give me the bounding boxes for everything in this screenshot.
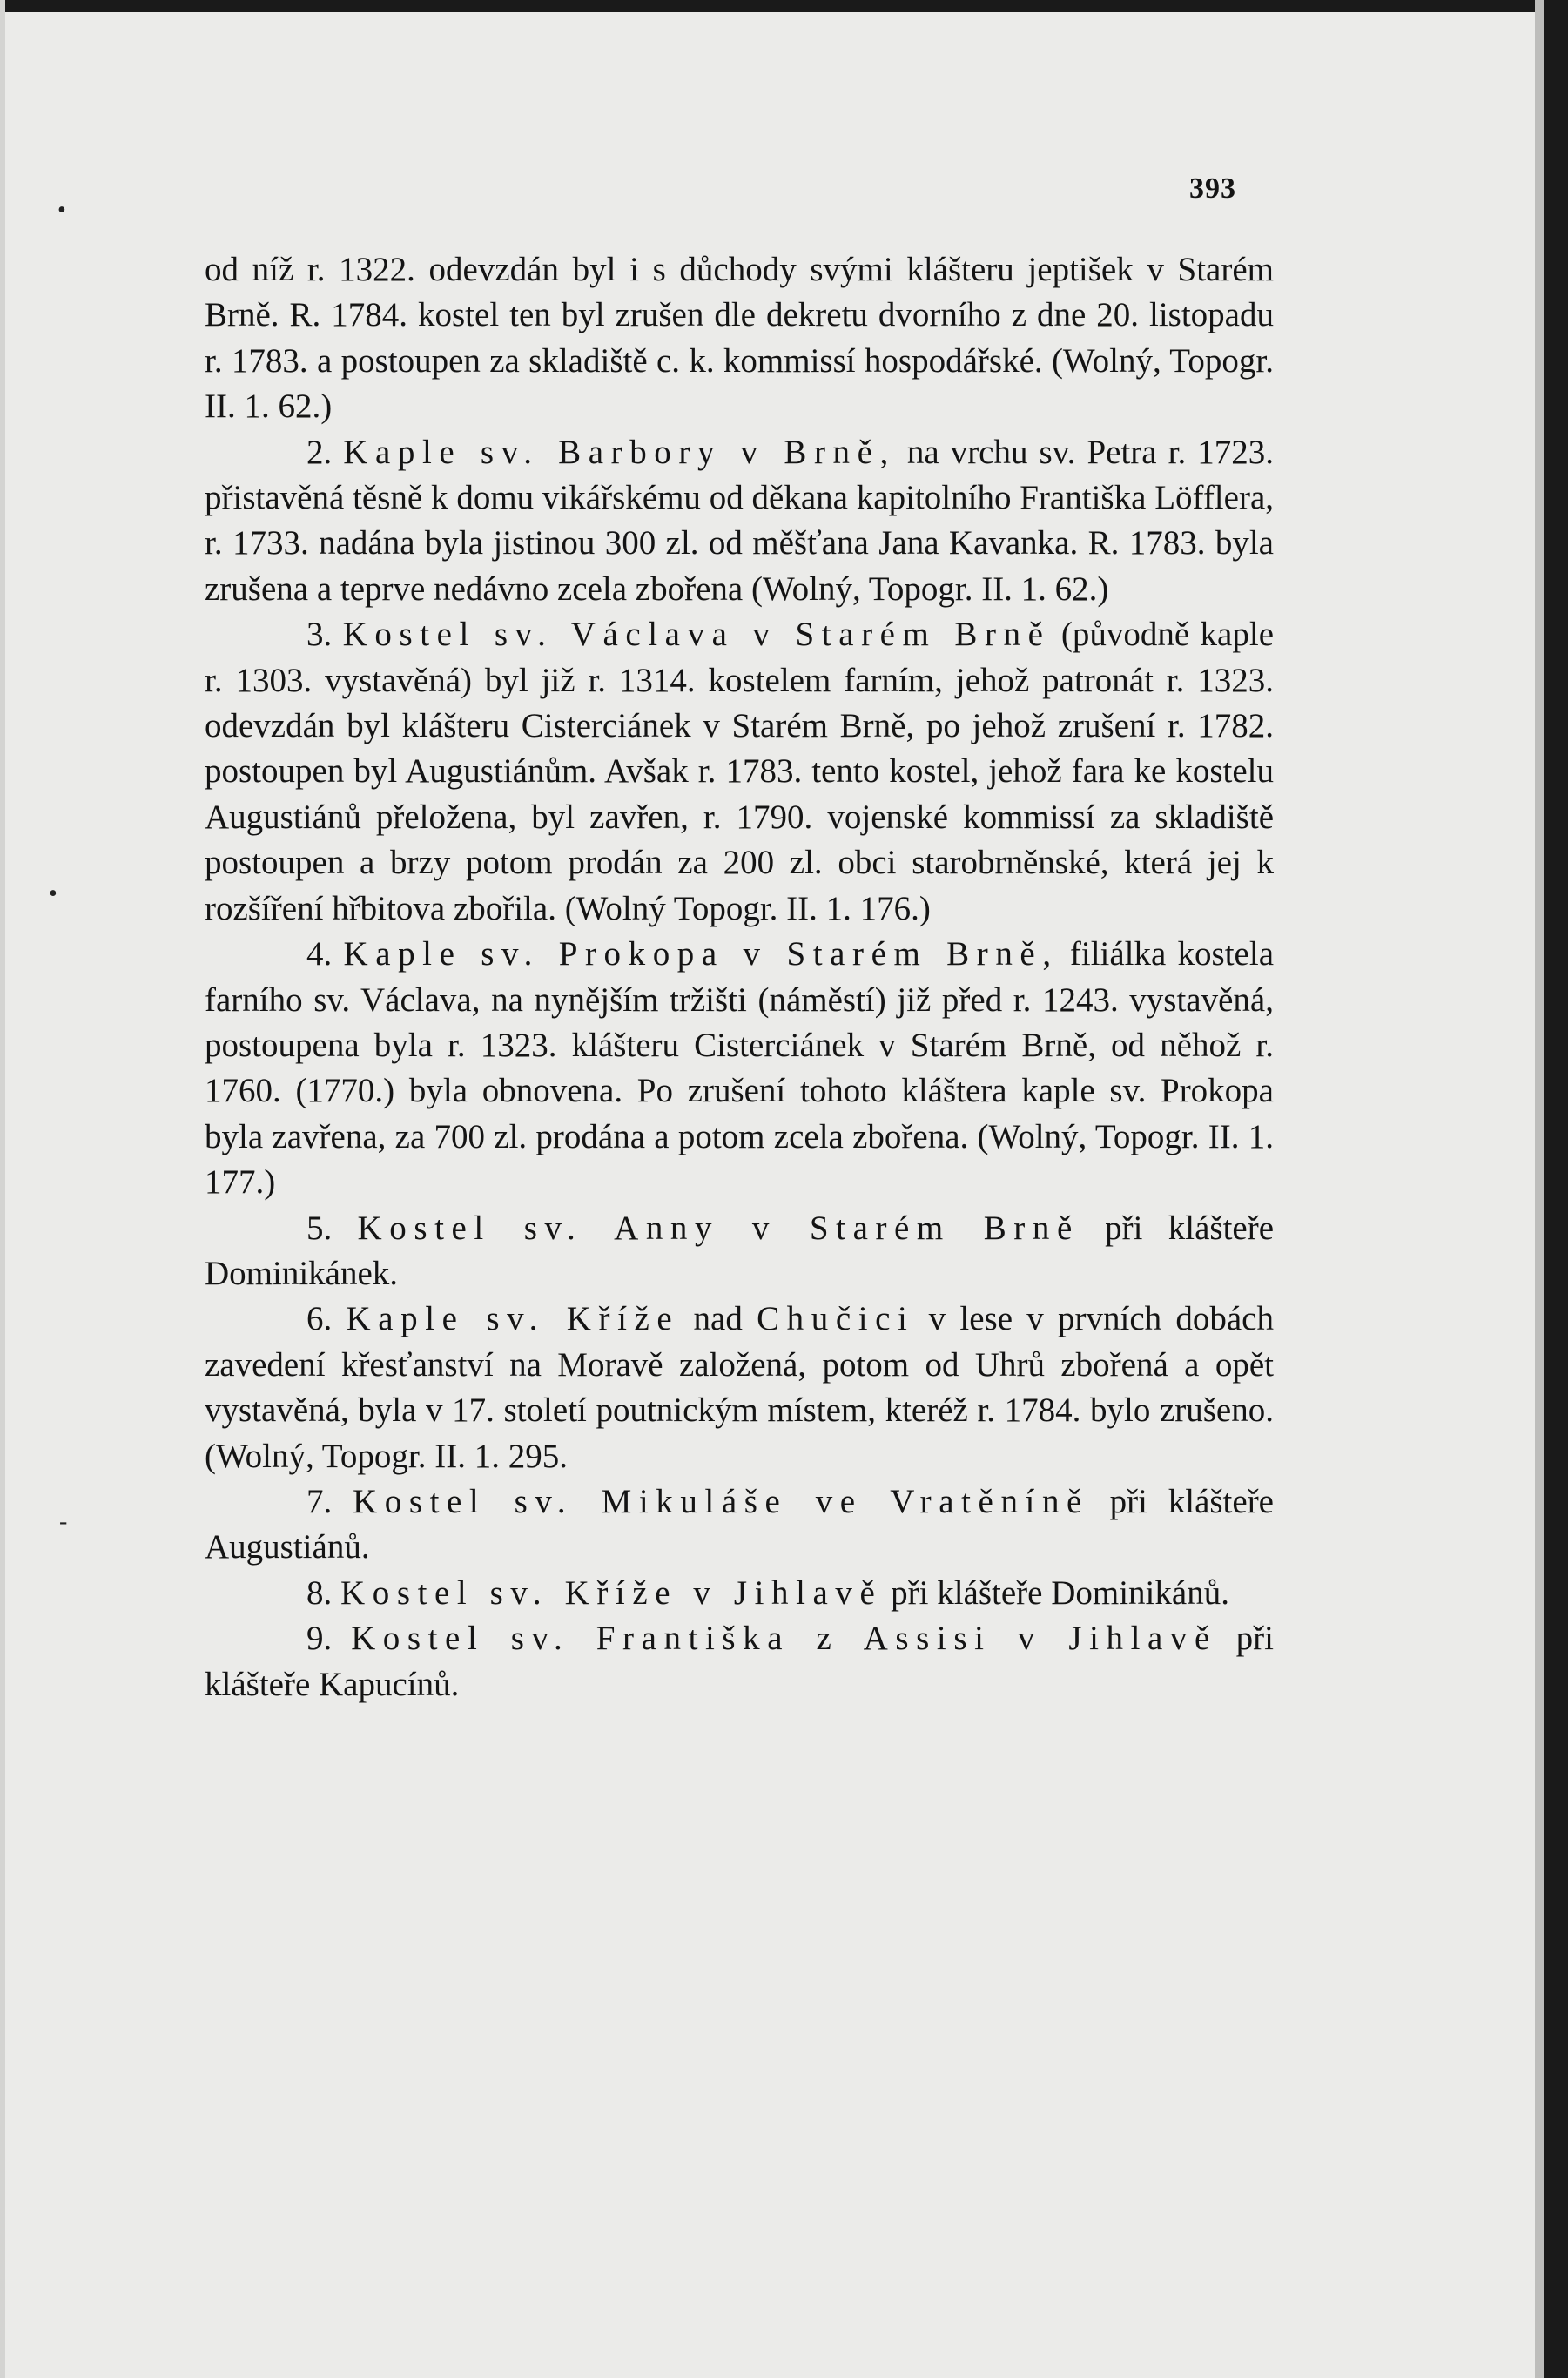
- paragraph-text: nad: [679, 1300, 757, 1338]
- paragraph-text: v lese v prvních dobách zavedení křesťanství na Moravě založená, potom od Uhrů zbořená a opět vystavěná, byla v 17. století poutnickým místem, kteréž r. 1784. bylo zrušeno. (Wolný, Topogr. II. 1. 295.: [205, 1300, 1274, 1475]
- stray-mark: •: [57, 197, 66, 224]
- scan-edge-left: [0, 0, 5, 2378]
- paragraph-text: na vrchu sv. Petra r. 1723. přistavěná těsně k domu vikářskému od děkana kapitolního Františka Löfflera, r. 1733. nadána byla jistinou 300 zl. od měšťana Jana Kavanka. R. 1783. byla zrušena a teprve nedávno zcela zbořena (Wolný, Topogr. II. 1. 62.): [205, 433, 1274, 608]
- item-title: Kostel sv. Anny v Starém Brně: [357, 1209, 1080, 1247]
- scan-edge-right-shadow: [1535, 0, 1544, 2378]
- paragraph-2: [205, 430, 1274, 613]
- body-text: [205, 247, 1274, 1708]
- paragraph-text: (původně kaple r. 1303. vystavěná) byl již r. 1314. kostelem farním, jehož patronát r. 1323. odevzdán byl klášteru Cisterciánek v Starém Brně, po jehož zrušení r. 1782. postoupen byl Augustiánům. Avšak r. 1783. tento kostel, jehož fara ke kostelu Augustiánů přeložena, byl zavřen, r. 1790. vojenské kommissí za skladiště postoupen a brzy potom prodán za 200 zl. obci starobrněnské, která jej k rozšíření hřbitova zbořila. (Wolný Topogr. II. 1. 176.): [205, 616, 1275, 927]
- item-title: Kostel sv. Františka z Assisi v Jihlavě: [351, 1620, 1217, 1658]
- paragraph-6: [205, 1297, 1274, 1479]
- item-number: 5.: [306, 1209, 333, 1247]
- item-number: 8.: [306, 1573, 333, 1612]
- item-number: 7.: [306, 1482, 333, 1520]
- stray-mark: •: [49, 880, 57, 907]
- paragraph-text: při klášteře Kapucínů.: [205, 1620, 1275, 1703]
- paragraph-text: při klášteře Augustiánů.: [205, 1482, 1274, 1566]
- page-number: 393: [1189, 172, 1236, 205]
- item-number: 6.: [306, 1300, 333, 1338]
- item-title: Kaple sv. Prokopa v Starém Brně,: [343, 935, 1059, 973]
- stray-mark: -: [59, 1508, 68, 1535]
- paragraph-4: [205, 932, 1274, 1205]
- item-title: Kaple sv. Barbory v Brně,: [343, 433, 896, 471]
- item-number: 2.: [306, 433, 333, 471]
- item-number: 4.: [306, 935, 333, 973]
- paragraph-9: [205, 1616, 1274, 1708]
- scan-edge-top: [0, 0, 1568, 12]
- paragraph-8: [205, 1571, 1274, 1616]
- item-title-place: Chučici: [757, 1300, 915, 1338]
- item-title: Kaple sv. Kříže: [346, 1300, 680, 1338]
- scan-edge-right: [1544, 0, 1568, 2378]
- item-number: 9.: [306, 1620, 333, 1658]
- paragraph-5: [205, 1206, 1274, 1297]
- item-number: 3.: [306, 616, 333, 654]
- paragraph-3: [205, 612, 1274, 932]
- item-title: Kostel sv. Kříže v Jihlavě: [340, 1573, 883, 1612]
- item-title: Kostel sv. Václava v Starém Brně: [342, 616, 1051, 654]
- item-title: Kostel sv. Mikuláše ve Vratěníně: [353, 1482, 1089, 1520]
- paragraph-1: [205, 247, 1274, 430]
- paragraph-text: při klášteře Dominikánek.: [205, 1209, 1275, 1292]
- paragraph-text: při klášteře Dominikánů.: [882, 1573, 1229, 1612]
- paragraph-7: [205, 1479, 1274, 1571]
- paragraph-text: filiálka kostela farního sv. Václava, na nynějším tržišti (náměstí) již před r. 1243. vystavěná, postoupena byla r. 1323. klášteru Cisterciánek v Starém Brně, od něhož r. 1760. (1770.) byla obnovena. Po zrušení tohoto kláštera kaple sv. Prokopa byla zavřena, za 700 zl. prodána a potom zcela zbořena. (Wolný, Topogr. II. 1. 177.): [205, 935, 1275, 1202]
- paragraph-text: od níž r. 1322. odevzdán byl i s důchody svými klášteru jeptišek v Starém Brně. R. 1784. kostel ten byl zrušen dle dekretu dvorního z dne 20. listopadu r. 1783. a postoupen za skladiště c. k. kommissí hospodářské. (Wolný, Topogr. II. 1. 62.): [205, 251, 1274, 426]
